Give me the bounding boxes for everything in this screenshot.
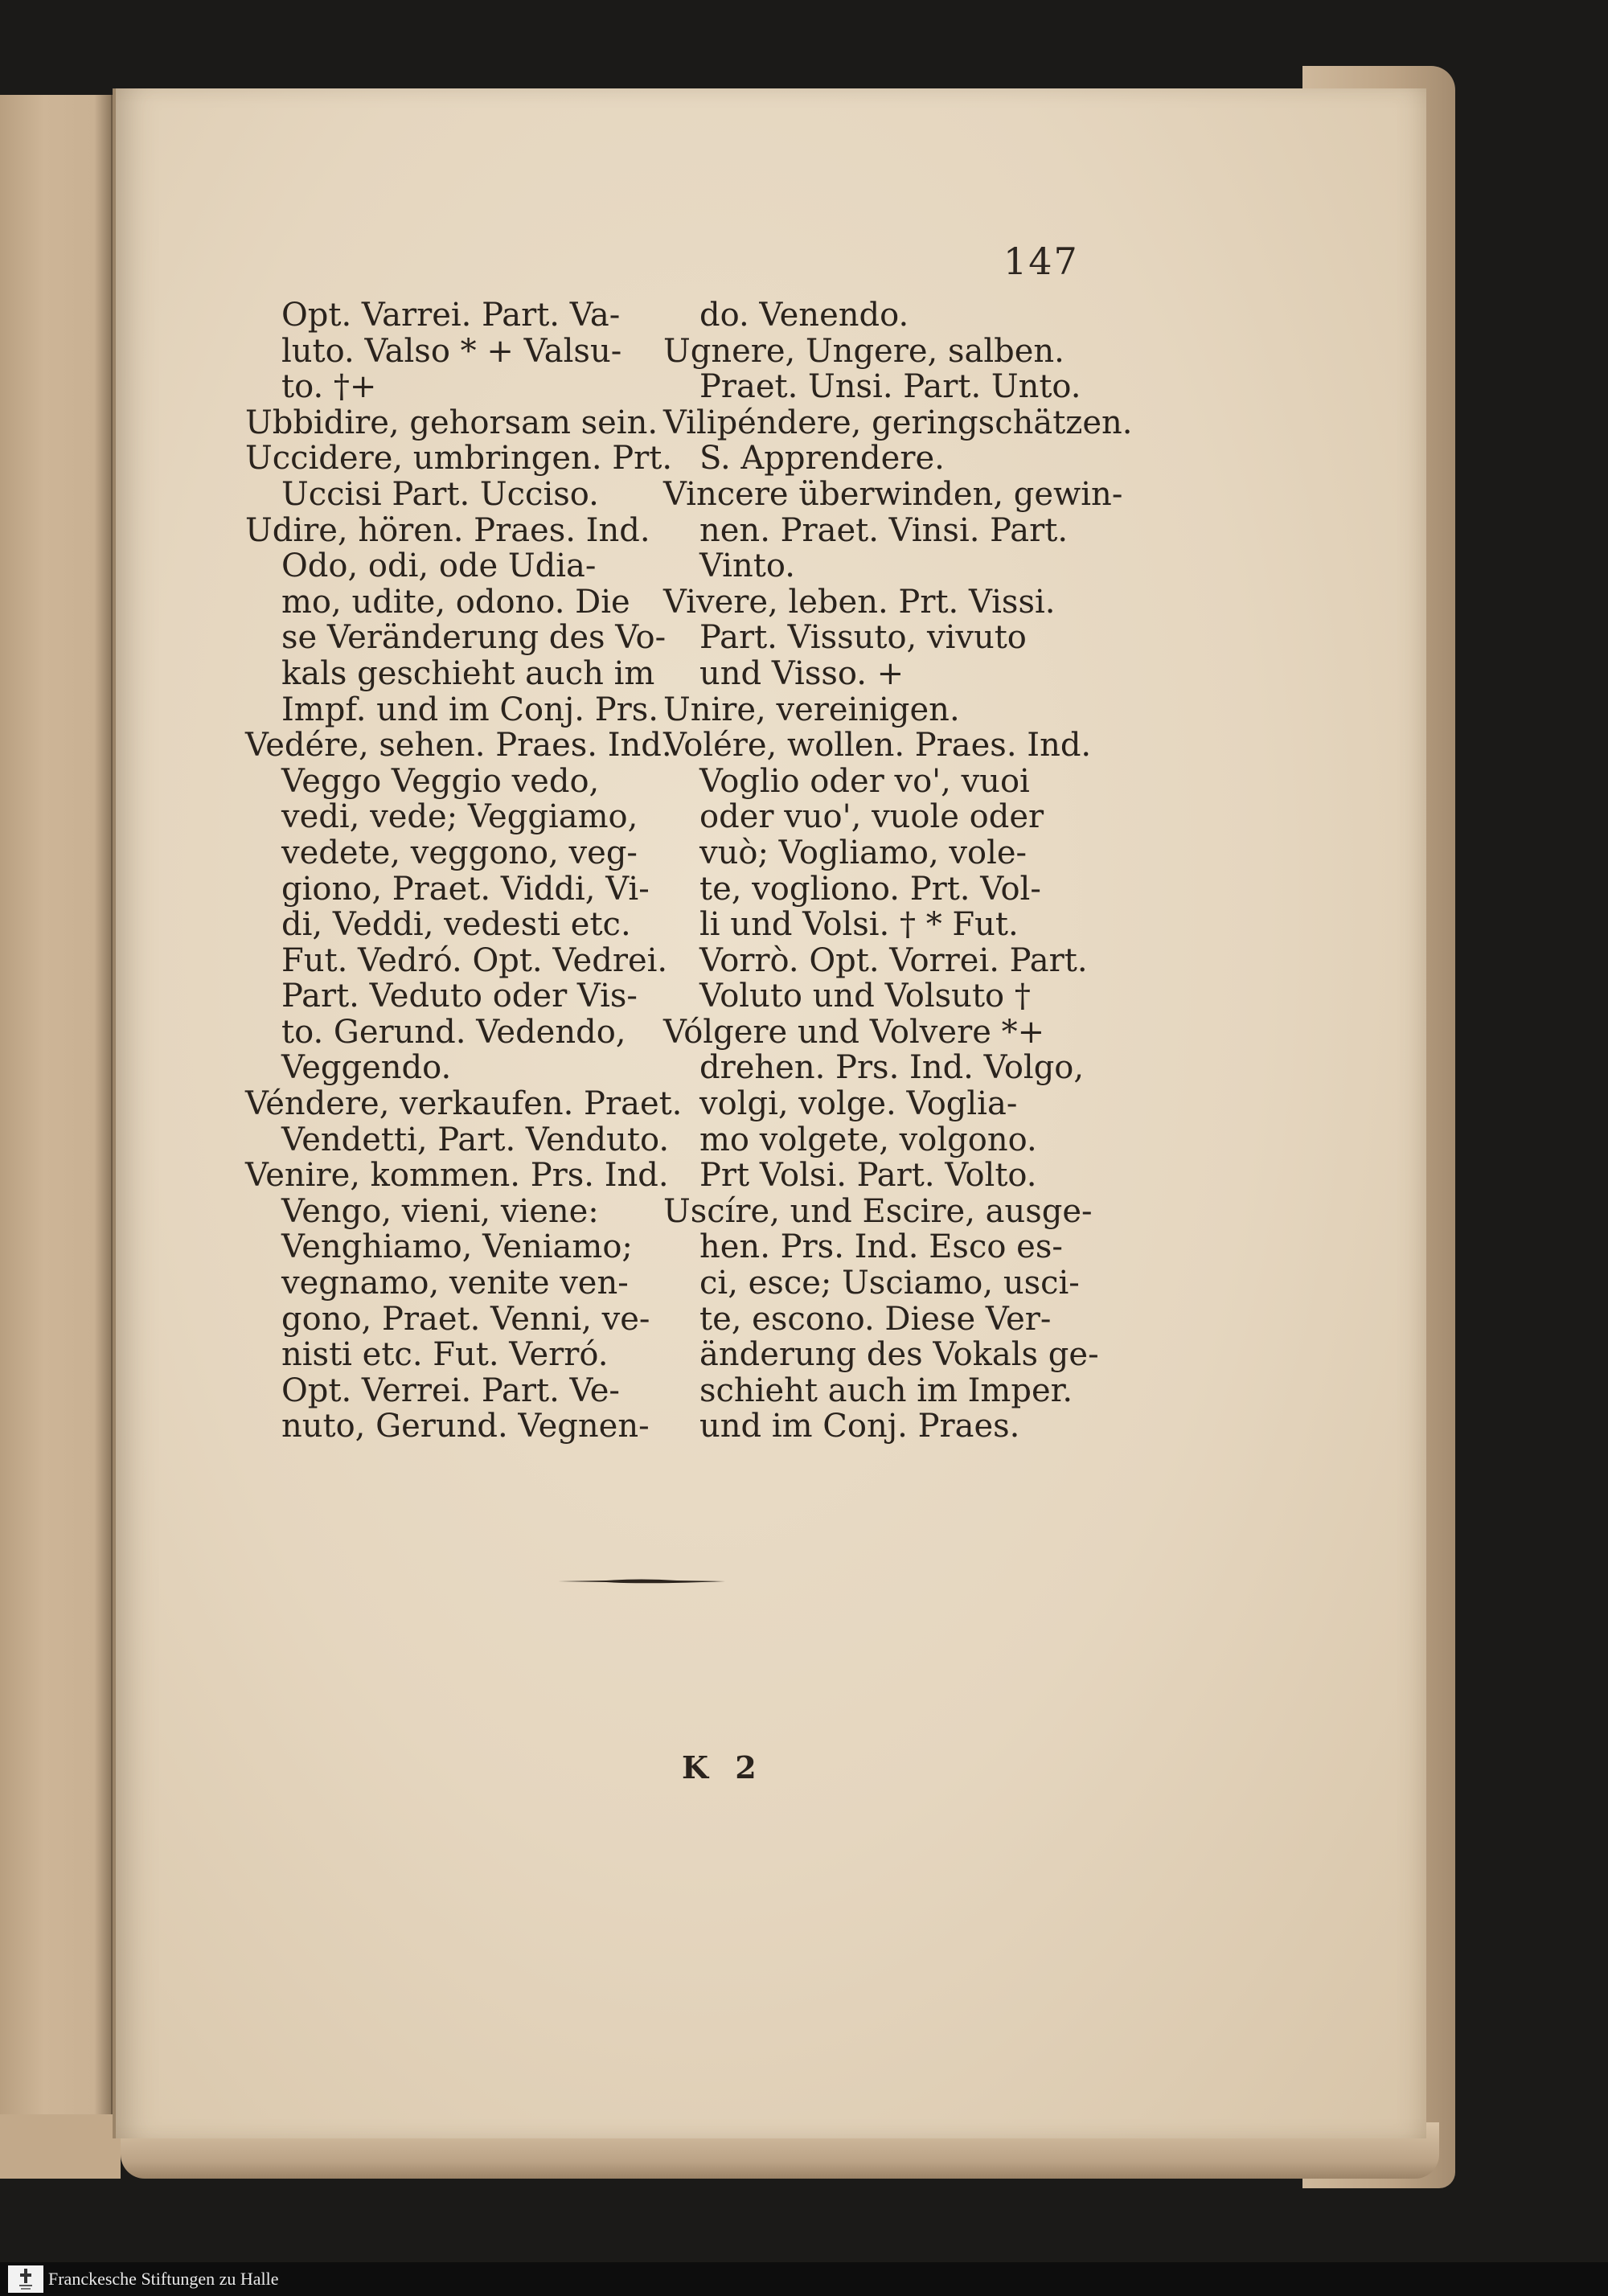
text-line: Uscíre, und Escire, ausge- xyxy=(663,1192,1093,1230)
text-line: gono, Praet. Venni, ve- xyxy=(281,1300,650,1338)
text-line: di, Veddi, vedesti etc. xyxy=(281,906,631,944)
text-line: Vincere überwinden, gewin- xyxy=(663,475,1123,513)
text-line: hen. Prs. Ind. Esco es- xyxy=(699,1228,1063,1266)
text-line: Ugnere, Ungere, salben. xyxy=(663,332,1064,370)
text-line: Voluto und Volsuto † xyxy=(699,978,1031,1015)
text-line: Opt. Varrei. Part. Va- xyxy=(281,297,621,334)
text-line: Fut. Vedró. Opt. Vedrei. xyxy=(281,941,668,979)
text-line: Uccisi Part. Ucciso. xyxy=(281,475,599,513)
text-line: vegnamo, venite ven- xyxy=(281,1265,629,1302)
institution-logo-icon xyxy=(8,2265,43,2293)
left-text-column xyxy=(245,297,683,1445)
text-line: Vivere, leben. Prt. Vissi. xyxy=(663,583,1056,621)
text-line: änderung des Vokals ge- xyxy=(699,1336,1099,1374)
text-line: nisti etc. Fut. Verró. xyxy=(281,1336,609,1374)
text-line: do. Venendo. xyxy=(699,297,909,334)
signature-mark: K 2 xyxy=(682,1749,765,1786)
left-page-edge xyxy=(0,95,113,2167)
text-line: Vendetti, Part. Venduto. xyxy=(281,1121,670,1158)
text-line: Vedére, sehen. Praes. Ind. xyxy=(245,727,672,765)
text-line: Vengo, vieni, viene: xyxy=(281,1192,599,1230)
text-line: giono, Praet. Viddi, Vi- xyxy=(281,870,650,908)
text-line: se Veränderung des Vo- xyxy=(281,619,667,657)
text-line: Ubbidire, gehorsam sein. xyxy=(245,404,658,441)
page-number: 147 xyxy=(1003,240,1079,283)
right-text-column xyxy=(663,297,1133,1445)
text-line: mo volgete, volgono. xyxy=(699,1121,1037,1158)
text-line: Vilipéndere, geringschätzen. xyxy=(663,404,1133,441)
text-line: vedi, vede; Veggiamo, xyxy=(281,798,638,836)
text-line: und im Conj. Praes. xyxy=(699,1408,1020,1445)
text-line: Voglio oder vo', vuoi xyxy=(699,762,1030,800)
text-line: nuto, Gerund. Vegnen- xyxy=(281,1408,650,1445)
text-line: Impf. und im Conj. Prs. xyxy=(281,691,658,728)
text-line: vedete, veggono, veg- xyxy=(281,834,638,871)
text-line: Venire, kommen. Prs. Ind. xyxy=(245,1157,669,1195)
text-line: drehen. Prs. Ind. Volgo, xyxy=(699,1049,1085,1087)
text-line: nen. Praet. Vinsi. Part. xyxy=(699,511,1069,549)
text-line: ci, esce; Usciamo, usci- xyxy=(699,1265,1080,1302)
text-line: Praet. Unsi. Part. Unto. xyxy=(699,368,1081,406)
text-line: kals geschieht auch im xyxy=(281,654,655,692)
text-line: mo, udite, odono. Die xyxy=(281,583,630,621)
text-line: Part. Veduto oder Vis- xyxy=(281,978,638,1015)
text-line: Véndere, verkaufen. Praet. xyxy=(245,1085,683,1123)
text-line: Udire, hören. Praes. Ind. xyxy=(245,511,650,549)
text-line: S. Apprendere. xyxy=(699,440,945,478)
text-line: Veggendo. xyxy=(281,1049,452,1087)
institution-name: Franckesche Stiftungen zu Halle xyxy=(48,2269,279,2289)
text-line: Vólgere und Volvere *+ xyxy=(663,1013,1045,1051)
ornamental-rule xyxy=(558,1578,725,1585)
text-line: Veggo Veggio vedo, xyxy=(281,762,600,800)
text-line: luto. Valso * + Valsu- xyxy=(281,332,622,370)
text-line: Opt. Verrei. Part. Ve- xyxy=(281,1371,620,1409)
text-line: Volére, wollen. Praes. Ind. xyxy=(663,727,1092,765)
text-line: li und Volsi. † * Fut. xyxy=(699,906,1019,944)
text-line: oder vuo', vuole oder xyxy=(699,798,1044,836)
text-line: Uccidere, umbringen. Prt. xyxy=(245,440,673,478)
left-page-corner xyxy=(0,2114,121,2179)
text-line: to. Gerund. Vedendo, xyxy=(281,1013,626,1051)
text-line: Venghiamo, Veniamo; xyxy=(281,1228,633,1266)
text-line: te, vogliono. Prt. Vol- xyxy=(699,870,1041,908)
text-line: Unire, vereinigen. xyxy=(663,691,960,728)
text-line: vuò; Vogliamo, vole- xyxy=(699,834,1028,871)
text-line: Part. Vissuto, vivuto xyxy=(699,619,1027,657)
text-line: und Visso. + xyxy=(699,654,904,692)
text-line: Prt Volsi. Part. Volto. xyxy=(699,1157,1037,1195)
text-line: te, escono. Diese Ver- xyxy=(699,1300,1052,1338)
text-line: Odo, odi, ode Udia- xyxy=(281,547,597,585)
footer-bar xyxy=(0,2262,1608,2296)
text-line: Vorrò. Opt. Vorrei. Part. xyxy=(699,941,1088,979)
text-line: to. †+ xyxy=(281,368,377,406)
text-line: schieht auch im Imper. xyxy=(699,1371,1073,1409)
text-line: volgi, volge. Voglia- xyxy=(699,1085,1018,1123)
text-line: Vinto. xyxy=(699,547,795,585)
